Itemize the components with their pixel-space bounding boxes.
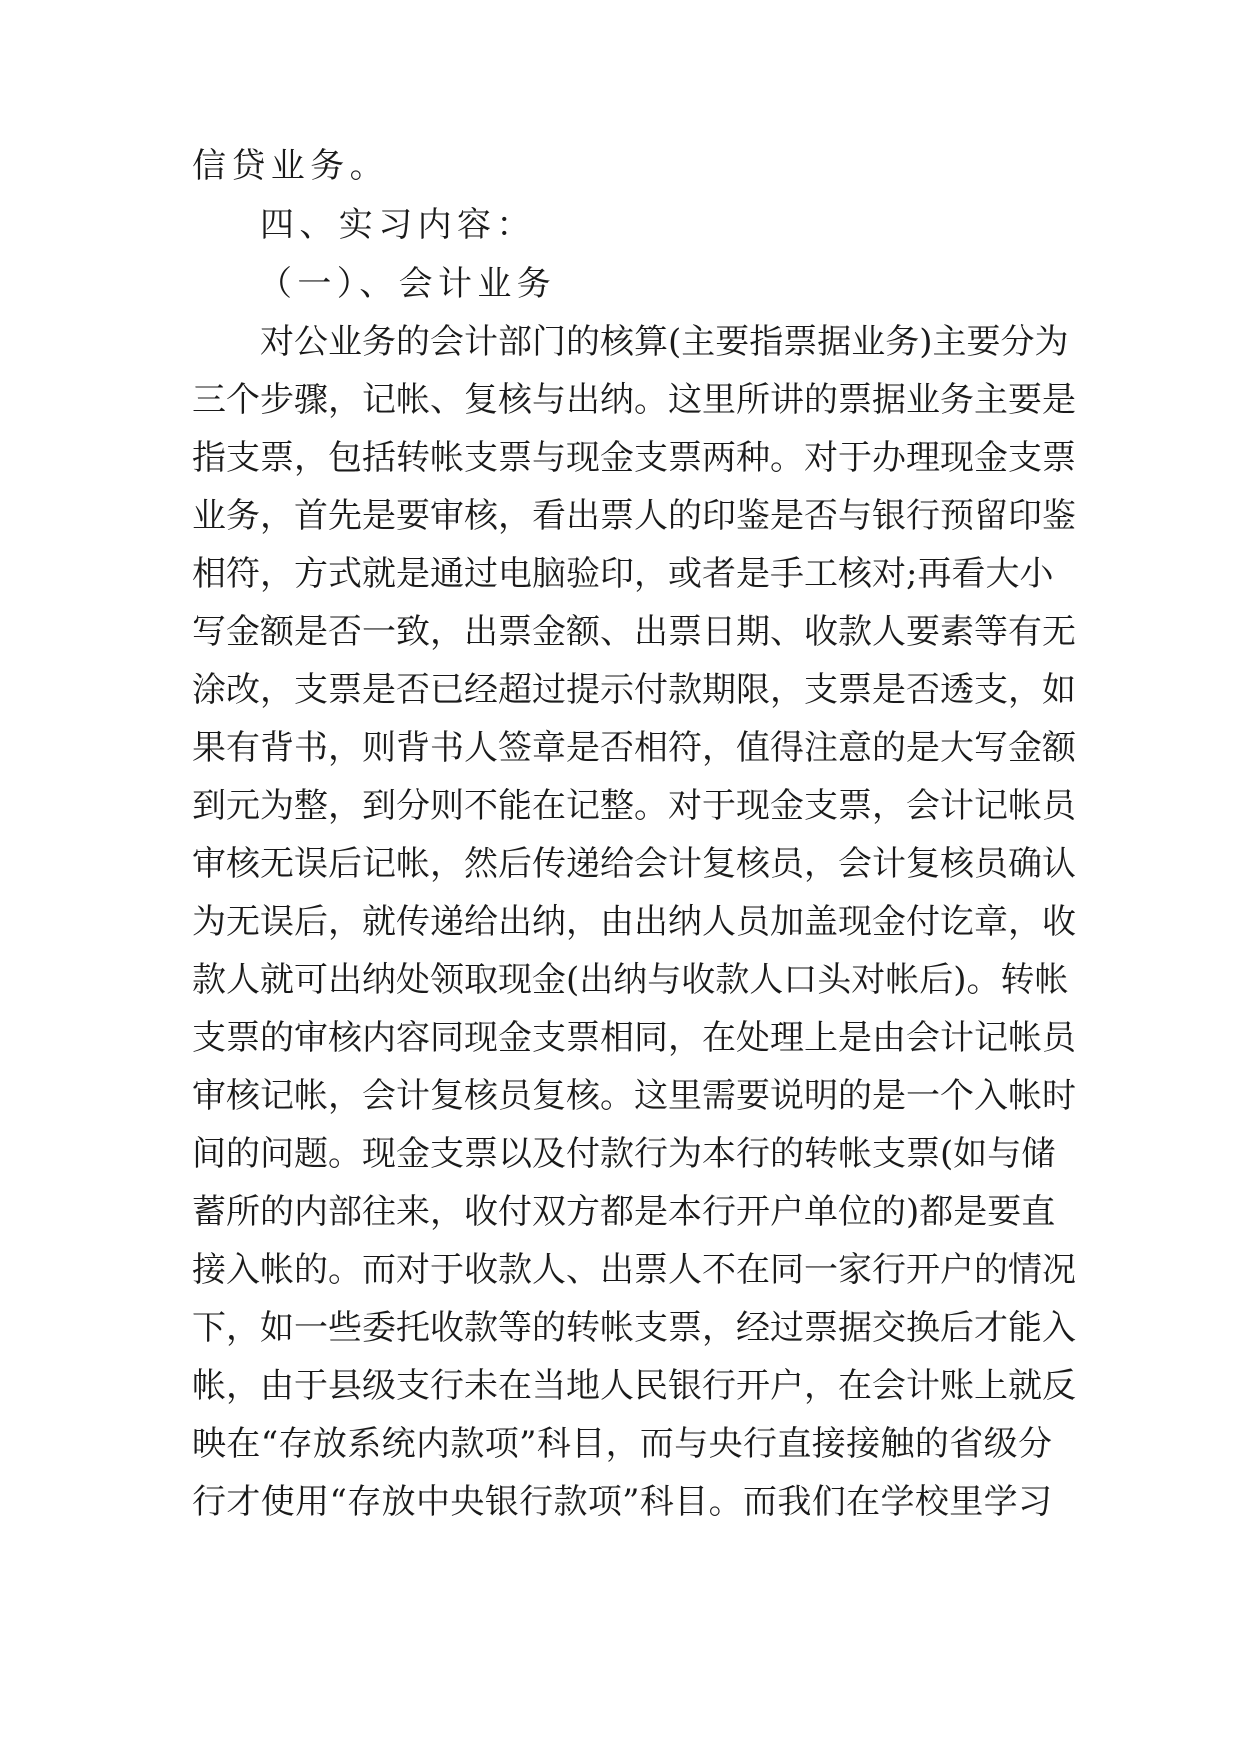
- paragraph-line: 写金额是否一致，出票金额、出票日期、收款人要素等有无: [192, 612, 1076, 652]
- paragraph-line: 审核无误后记帐，然后传递给会计复核员，会计复核员确认: [192, 844, 1076, 884]
- paragraph-line: 业务，首先是要审核，看出票人的印鉴是否与银行预留印鉴: [192, 496, 1076, 536]
- paragraph-line: 对公业务的会计部门的核算(主要指票据业务)主要分为: [260, 322, 1069, 362]
- paragraph-line: 下，如一些委托收款等的转帐支票，经过票据交换后才能入: [192, 1308, 1076, 1348]
- subsection-heading: （一）、会计业务: [258, 264, 557, 304]
- paragraph-line: 审核记帐，会计复核员复核。这里需要说明的是一个入帐时: [192, 1076, 1076, 1116]
- text-line: 信贷业务。: [192, 146, 389, 186]
- paragraph-line: 果有背书，则背书人签章是否相符，值得注意的是大写金额: [192, 728, 1076, 768]
- paragraph-line: 三个步骤，记帐、复核与出纳。这里所讲的票据业务主要是: [192, 380, 1076, 420]
- paragraph-line: 指支票，包括转帐支票与现金支票两种。对于办理现金支票: [192, 438, 1076, 478]
- paragraph-line: 间的问题。现金支票以及付款行为本行的转帐支票(如与储: [192, 1134, 1056, 1174]
- paragraph-line: 到元为整，到分则不能在记整。对于现金支票，会计记帐员: [192, 786, 1076, 826]
- paragraph-line: 帐，由于县级支行未在当地人民银行开户，在会计账上就反: [192, 1366, 1076, 1406]
- paragraph-line: 接入帐的。而对于收款人、出票人不在同一家行开户的情况: [192, 1250, 1076, 1290]
- paragraph-line: 相符，方式就是通过电脑验印，或者是手工核对;再看大小: [192, 554, 1054, 594]
- paragraph-line: 蓄所的内部往来，收付双方都是本行开户单位的)都是要直: [192, 1192, 1056, 1232]
- paragraph-line: 行才使用“存放中央银行款项”科目。而我们在学校里学习: [192, 1482, 1052, 1522]
- paragraph-line: 涂改，支票是否已经超过提示付款期限，支票是否透支，如: [192, 670, 1076, 710]
- paragraph-line: 映在“存放系统内款项”科目，而与央行直接接触的省级分: [192, 1424, 1052, 1464]
- section-heading: 四、实习内容：: [260, 205, 536, 245]
- paragraph-line: 为无误后，就传递给出纳，由出纳人员加盖现金付讫章，收: [192, 902, 1076, 942]
- paragraph-line: 款人就可出纳处领取现金(出纳与收款人口头对帐后)。转帐: [192, 960, 1069, 1000]
- paragraph-line: 支票的审核内容同现金支票相同，在处理上是由会计记帐员: [192, 1018, 1076, 1058]
